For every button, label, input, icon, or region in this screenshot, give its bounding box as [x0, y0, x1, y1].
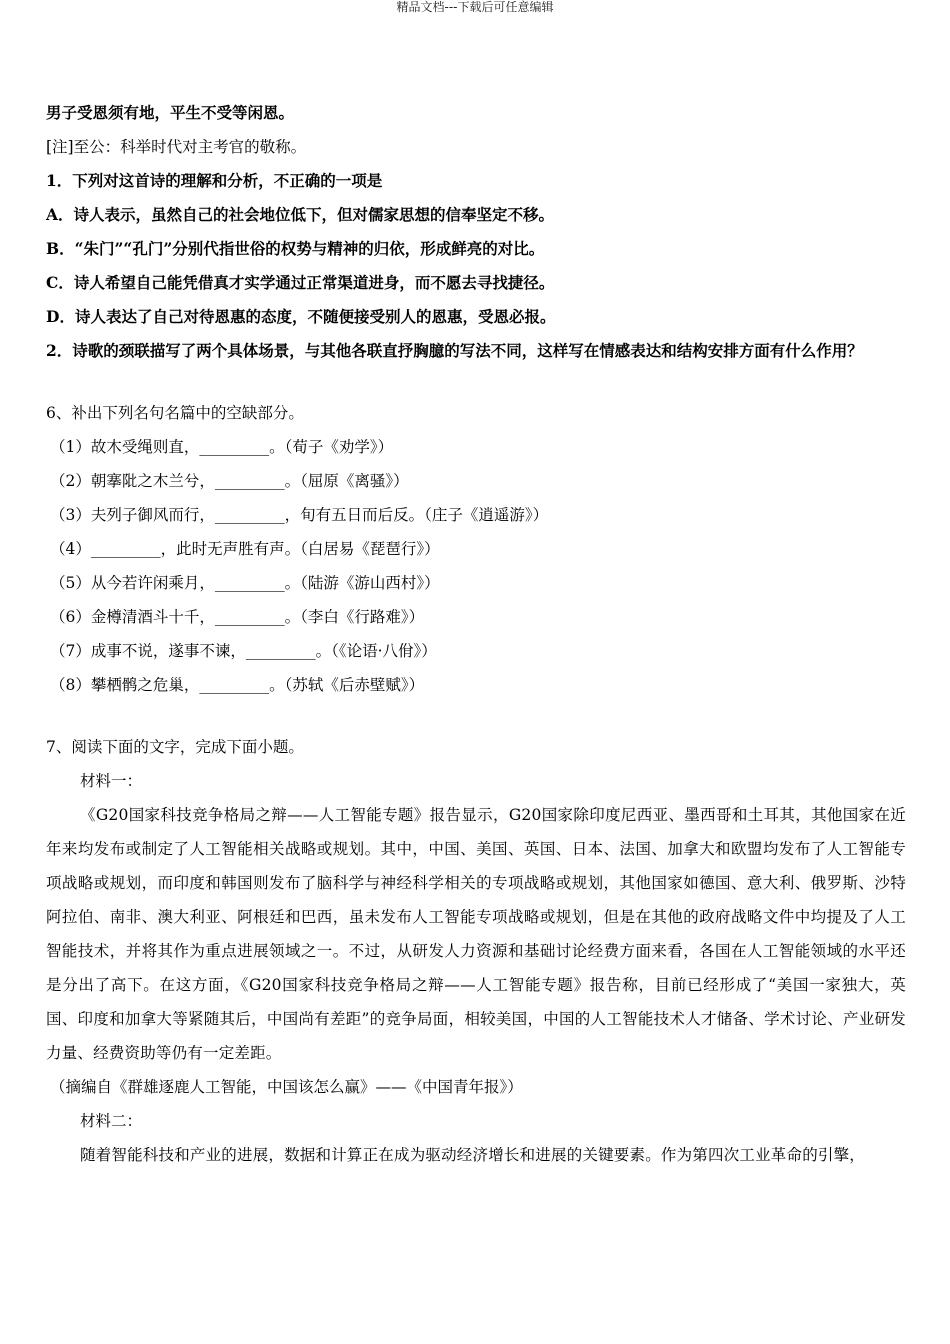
question-2-stem: 2．诗歌的颈联描写了两个具体场景，与其他各联直抒胸臆的写法不同，这样写在情感表达和结构安排方面有什么作用？ [46, 341, 863, 360]
question-6-item-3: （3）夫列子御风而行，_________，旬有五日而后反。（庄子《逍遥游》） [50, 506, 549, 524]
question-1-option-b: B．“朱门”“孔门”分别代指世俗的权势与精神的归依，形成鲜亮的对比。 [46, 239, 545, 258]
material-1-label: 材料一： [80, 772, 143, 790]
question-6-item-5: （5）从今若许闲乘月，_________。（陆游《游山西村》） [50, 574, 440, 592]
poem-last-line: 男子受恩须有地，平生不受等闲恩。 [46, 103, 295, 122]
question-6-item-7: （7）成事不说，遂事不谏，_________。（《论语·八佾》） [50, 642, 437, 660]
question-6-item-4: （4）_________，此时无声胜有声。（白居易《琵琶行》） [50, 540, 440, 558]
question-7-title: 7、阅读下面的文字，完成下面小题。 [46, 738, 304, 756]
material-2-text: 随着智能科技和产业的进展，数据和计算正在成为驱动经济增长和进展的关键要素。作为第四次工业革命的引擎， [80, 1146, 866, 1164]
material-1-source: （摘编自《群雄逐鹿人工智能，中国该怎么赢》——《中国青年报》） [50, 1078, 523, 1096]
page-header: 精品文档---下载后可任意编辑 [396, 0, 554, 14]
document-body [46, 96, 906, 1172]
section-gap [46, 702, 906, 730]
question-6-item-6: （6）金樽清酒斗十千，_________。（李白《行路难》） [50, 608, 425, 626]
material-1-text: 《G20国家科技竞争格局之辩——人工智能专题》报告显示，G20国家除印度尼西亚、墨西哥和土耳其，其他国家在近年来均发布或制定了人工智能相关战略或规划。其中，中国、美国、英国、日本、法国、加拿大和欧盟均发布了人工智能专项战略或规划，而印度和韩国则发布了脑科学与神经科学相关的专项战略或规划，其他国家如德国、意大利、俄罗斯、沙特阿拉伯、南非、澳大利亚、阿根廷和巴西，虽未发布人工智能专项战略或规划，但是在其他的政府战略文件中均提及了人工智能技术，并将其作为重点进展领域之一。不过，从研发人力资源和基础讨论经费方面来看，各国在人工智能领域的水平还是分出了高下。在这方面，《G20国家科技竞争格局之辩——人工智能专题》报告称，目前已经形成了“美国一家独大，英国、印度和加拿大等紧随其后，中国尚有差距”的竞争局面，相较美国，中国的人工智能技术人才储备、学术讨论、产业研发力量、经费资助等仍有一定差距。 [46, 806, 906, 1062]
question-6-item-2: （2）朝搴阰之木兰兮，_________。（屈原《离骚》） [50, 472, 409, 490]
question-1-option-d: D．诗人表达了自己对待恩惠的态度，不随便接受别人的恩惠，受恩必报。 [46, 307, 556, 326]
question-6-item-1: （1）故木受绳则直，_________。（荀子《劝学》） [50, 438, 394, 456]
material-2-label: 材料二： [80, 1112, 143, 1130]
question-6-item-8: （8）攀栖鹘之危巢，_________。（苏轼《后赤壁赋》） [50, 676, 425, 694]
question-1-option-c: C．诗人希望自己能凭借真才实学通过正常渠道进身，而不愿去寻找捷径。 [46, 273, 555, 292]
question-1-stem: 1．下列对这首诗的理解和分析，不正确的一项是 [46, 171, 383, 190]
section-gap [46, 368, 906, 396]
question-1-option-a: A．诗人表示，虽然自己的社会地位低下，但对儒家思想的信奉坚定不移。 [46, 205, 555, 224]
poem-note: [注]至公：科举时代对主考官的敬称。 [46, 138, 307, 156]
question-6-title: 6、补出下列名句名篇中的空缺部分。 [46, 404, 304, 422]
